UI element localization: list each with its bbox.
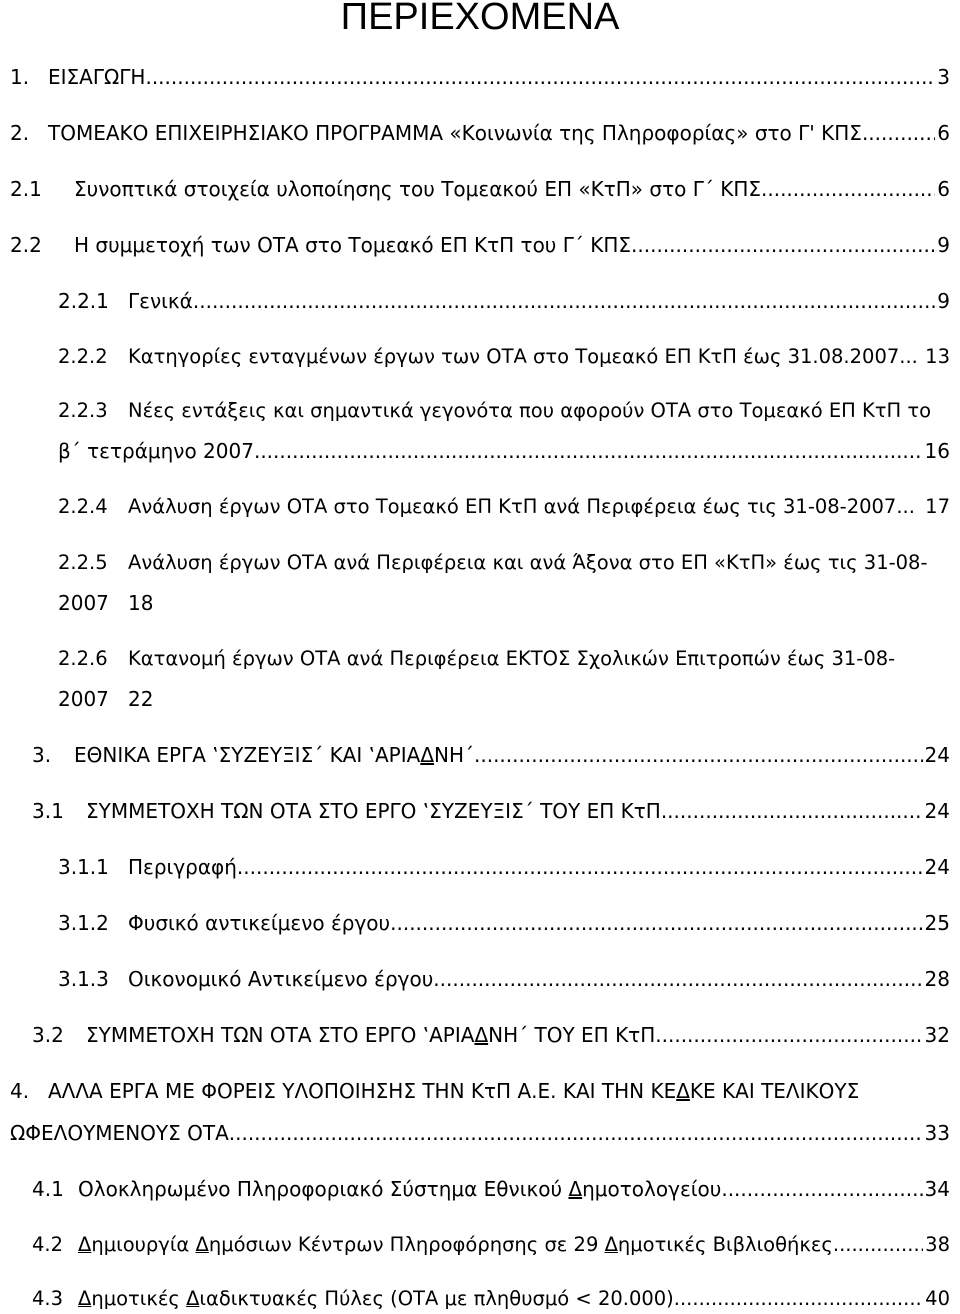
- page-title: ΠΕΡΙΕΧΟΜΕΝΑ: [340, 0, 620, 38]
- toc-leader-dots: [674, 1286, 923, 1312]
- toc-entry-page: 33: [924, 1121, 950, 1145]
- toc-entry-2-1[interactable]: [10, 176, 950, 202]
- toc-entry-page: 40: [925, 1287, 950, 1310]
- toc-entry-title: Νέες εντάξεις και σημαντικά γεγονότα που αφορούν ΟΤΑ στο Τομεακό ΕΠ ΚτΠ το: [128, 399, 932, 422]
- toc-leader-dots: [254, 438, 923, 464]
- toc-entry-title: Ανάλυση έργων ΟΤΑ ανά Περιφέρεια και ανά Άξονα στο ΕΠ «ΚτΠ» έως τις 31-08-: [128, 551, 928, 574]
- toc-entry-2-2-1[interactable]: [58, 288, 950, 314]
- toc-entry-page: 24: [924, 743, 950, 767]
- toc-leader-dots: [631, 232, 935, 258]
- toc-entry-number: 3.1: [32, 799, 64, 823]
- toc-entry-number: 4.1: [32, 1177, 64, 1201]
- toc-entry-title: ΕΙΣΑΓΩΓΗ: [48, 65, 146, 89]
- toc-entry-page: 3: [937, 65, 950, 89]
- toc-entry-3-1-3[interactable]: [58, 966, 950, 992]
- toc-leader-dots: [899, 344, 917, 370]
- toc-entry-4[interactable]: [10, 1078, 950, 1104]
- toc-entry-2-2-6-cont[interactable]: [58, 686, 153, 712]
- toc-leader-dots: [761, 176, 935, 202]
- toc-entry-number: 1.: [10, 65, 30, 89]
- toc-leader-dots: [655, 1022, 922, 1048]
- toc-entry-number: 2.2.1: [58, 289, 109, 313]
- toc-entry-page: 17: [925, 495, 950, 518]
- toc-leader-dots: [896, 494, 917, 520]
- toc-leader-dots: [474, 742, 923, 768]
- toc-entry-title: Ανάλυση έργων ΟΤΑ στο Τομεακό ΕΠ ΚτΠ ανά Περιφέρεια έως τις 31-08-2007: [128, 495, 897, 518]
- toc-leader-dots: [862, 120, 935, 146]
- toc-entry-page: 24: [924, 799, 950, 823]
- toc-entry-4-cont[interactable]: [10, 1120, 950, 1146]
- toc-entry-title-continued: 2007: [58, 687, 109, 711]
- toc-leader-dots: [721, 1176, 922, 1202]
- toc-entry-number: 3.1.2: [58, 911, 109, 935]
- toc-entry-2-2-4[interactable]: [58, 494, 950, 520]
- toc-entry-page: 32: [924, 1023, 950, 1047]
- toc-entry-number: 3.1.3: [58, 967, 109, 991]
- toc-entry-page: 25: [924, 911, 950, 935]
- toc-leader-dots: [390, 910, 922, 936]
- toc-entry-page: 13: [925, 345, 950, 368]
- toc-entry-number: 3.: [32, 743, 52, 767]
- toc-entry-number: 2.2.2: [58, 345, 108, 368]
- toc-entry-2-2[interactable]: [10, 232, 950, 258]
- toc-entry-3-1-2[interactable]: [58, 910, 950, 936]
- toc-entry-title-continued: β΄ τετράμηνο 2007: [58, 439, 254, 463]
- toc-entry-page: 22: [128, 687, 154, 711]
- toc-entry-2[interactable]: [10, 120, 950, 146]
- toc-entry-number: 2.2.5: [58, 551, 108, 574]
- toc-entry-number: 3.2: [32, 1023, 64, 1047]
- toc-entry-number: 4.3: [32, 1287, 64, 1310]
- toc-entry-3-1-1[interactable]: [58, 854, 950, 880]
- toc-entry-page: 9: [937, 289, 950, 313]
- toc-entry-2-2-6[interactable]: [58, 646, 954, 672]
- toc-entry-number: 2.2.3: [58, 399, 108, 422]
- toc-entry-4-3[interactable]: [32, 1286, 950, 1312]
- toc-leader-dots: [661, 798, 923, 824]
- toc-entry-2-2-5-cont[interactable]: [58, 590, 153, 616]
- toc-entry-page: 9: [937, 233, 950, 257]
- toc-entry-number: 3.1.1: [58, 855, 109, 879]
- toc-leader-dots: [229, 1120, 923, 1146]
- toc-entry-title: Φυσικό αντικείμενο έργου: [128, 911, 391, 935]
- toc-entry-title: Η συμμετοχή των ΟΤΑ στο Τομεακό ΕΠ ΚτΠ του Γ΄ ΚΠΣ: [74, 233, 632, 257]
- toc-entry-title: ΤΟΜΕΑΚΟ ΕΠΙΧΕΙΡΗΣΙΑΚΟ ΠΡΟΓΡΑΜΜΑ «Κοινωνία της Πληροφορίας» στο Γ' ΚΠΣ: [48, 121, 862, 145]
- toc-entry-title: ΑΛΛΑ ΕΡΓΑ ΜΕ ΦΟΡΕΙΣ ΥΛΟΠΟΙΗΣΗΣ ΤΗΝ ΚτΠ Α.Ε. ΚΑΙ ΤΗΝ ΚΕΔΚΕ ΚΑΙ ΤΕΛΙΚΟΥΣ: [48, 1079, 860, 1103]
- toc-entry-number: 2.: [10, 121, 30, 145]
- toc-entry-title: ΕΘΝΙΚΑ ΕΡΓΑ ‛ΣΥΖΕΥΞΙΣ΄ ΚΑΙ ‛ΑΡΙΑΔΝΗ΄: [74, 743, 474, 767]
- toc-entry-title: Δημοτικές Διαδικτυακές Πύλες (ΟΤΑ με πληθυσμό < 20.000): [78, 1287, 674, 1310]
- toc-entry-title: ΣΥΜΜΕΤΟΧΗ ΤΩΝ ΟΤΑ ΣΤΟ ΕΡΓΟ ‛ΣΥΖΕΥΞΙΣ΄ ΤΟΥ ΕΠ ΚτΠ: [86, 799, 661, 823]
- toc-entry-number: 2.2.4: [58, 495, 108, 518]
- toc-entry-page: 16: [924, 439, 950, 463]
- toc-leader-dots: [193, 288, 935, 314]
- toc-entry-title: Συνοπτικά στοιχεία υλοποίησης του Τομεακού ΕΠ «ΚτΠ» στο Γ΄ ΚΠΣ: [74, 177, 761, 201]
- toc-entry-page: 28: [924, 967, 950, 991]
- toc-entry-title-continued: ΩΦΕΛΟΥΜΕΝΟΥΣ ΟΤΑ: [10, 1121, 229, 1145]
- toc-entry-title: Κατηγορίες ενταγμένων έργων των ΟΤΑ στο Τομεακό ΕΠ ΚτΠ έως 31.08.2007: [128, 345, 900, 368]
- toc-entry-3[interactable]: [32, 742, 950, 768]
- toc-entry-number: 2.1: [10, 177, 42, 201]
- toc-entry-1[interactable]: [10, 64, 950, 90]
- toc-entry-page: 18: [128, 591, 154, 615]
- toc-entry-page: 38: [925, 1233, 950, 1256]
- toc-entry-2-2-3[interactable]: [58, 398, 954, 424]
- toc-entry-page: 24: [924, 855, 950, 879]
- toc-entry-number: 2.2.6: [58, 647, 108, 670]
- toc-entry-page: 34: [924, 1177, 950, 1201]
- toc-entry-2-2-5[interactable]: [58, 550, 954, 576]
- toc-entry-page: 6: [937, 121, 950, 145]
- toc-entry-number: 2.2: [10, 233, 42, 257]
- toc-leader-dots: [145, 64, 935, 90]
- toc-leader-dots: [433, 966, 922, 992]
- toc-entry-number: 4.2: [32, 1233, 64, 1256]
- toc-leader-dots: [237, 854, 923, 880]
- toc-entry-title-continued: 2007: [58, 591, 109, 615]
- toc-entry-number: 4.: [10, 1079, 30, 1103]
- toc-entry-3-1[interactable]: [32, 798, 950, 824]
- toc-entry-title: Περιγραφή: [128, 855, 237, 879]
- toc-entry-2-2-2[interactable]: [58, 344, 950, 370]
- toc-entry-title: Οικονομικό Αντικείμενο έργου: [128, 967, 434, 991]
- toc-entry-3-2[interactable]: [32, 1022, 950, 1048]
- toc-entry-page: 6: [937, 177, 950, 201]
- toc-entry-title: Γενικά: [128, 289, 193, 313]
- toc-entry-4-2[interactable]: [32, 1232, 950, 1258]
- toc-entry-4-1[interactable]: [32, 1176, 950, 1202]
- toc-entry-title: ΣΥΜΜΕΤΟΧΗ ΤΩΝ ΟΤΑ ΣΤΟ ΕΡΓΟ ‛ΑΡΙΑΔΝΗ΄ ΤΟΥ ΕΠ ΚτΠ: [86, 1023, 656, 1047]
- toc-entry-2-2-3-cont[interactable]: [58, 438, 950, 464]
- toc-entry-title: Κατανομή έργων ΟΤΑ ανά Περιφέρεια ΕΚΤΟΣ Σχολικών Επιτροπών έως 31-08-: [128, 647, 896, 670]
- toc-entry-title: Δημιουργία Δημόσιων Κέντρων Πληροφόρησης σε 29 Δημοτικές Βιβλιοθήκες: [78, 1233, 833, 1256]
- toc-entry-title: Ολοκληρωμένο Πληροφοριακό Σύστημα Εθνικού Δημοτολογείου: [78, 1177, 722, 1201]
- toc-leader-dots: [833, 1232, 923, 1258]
